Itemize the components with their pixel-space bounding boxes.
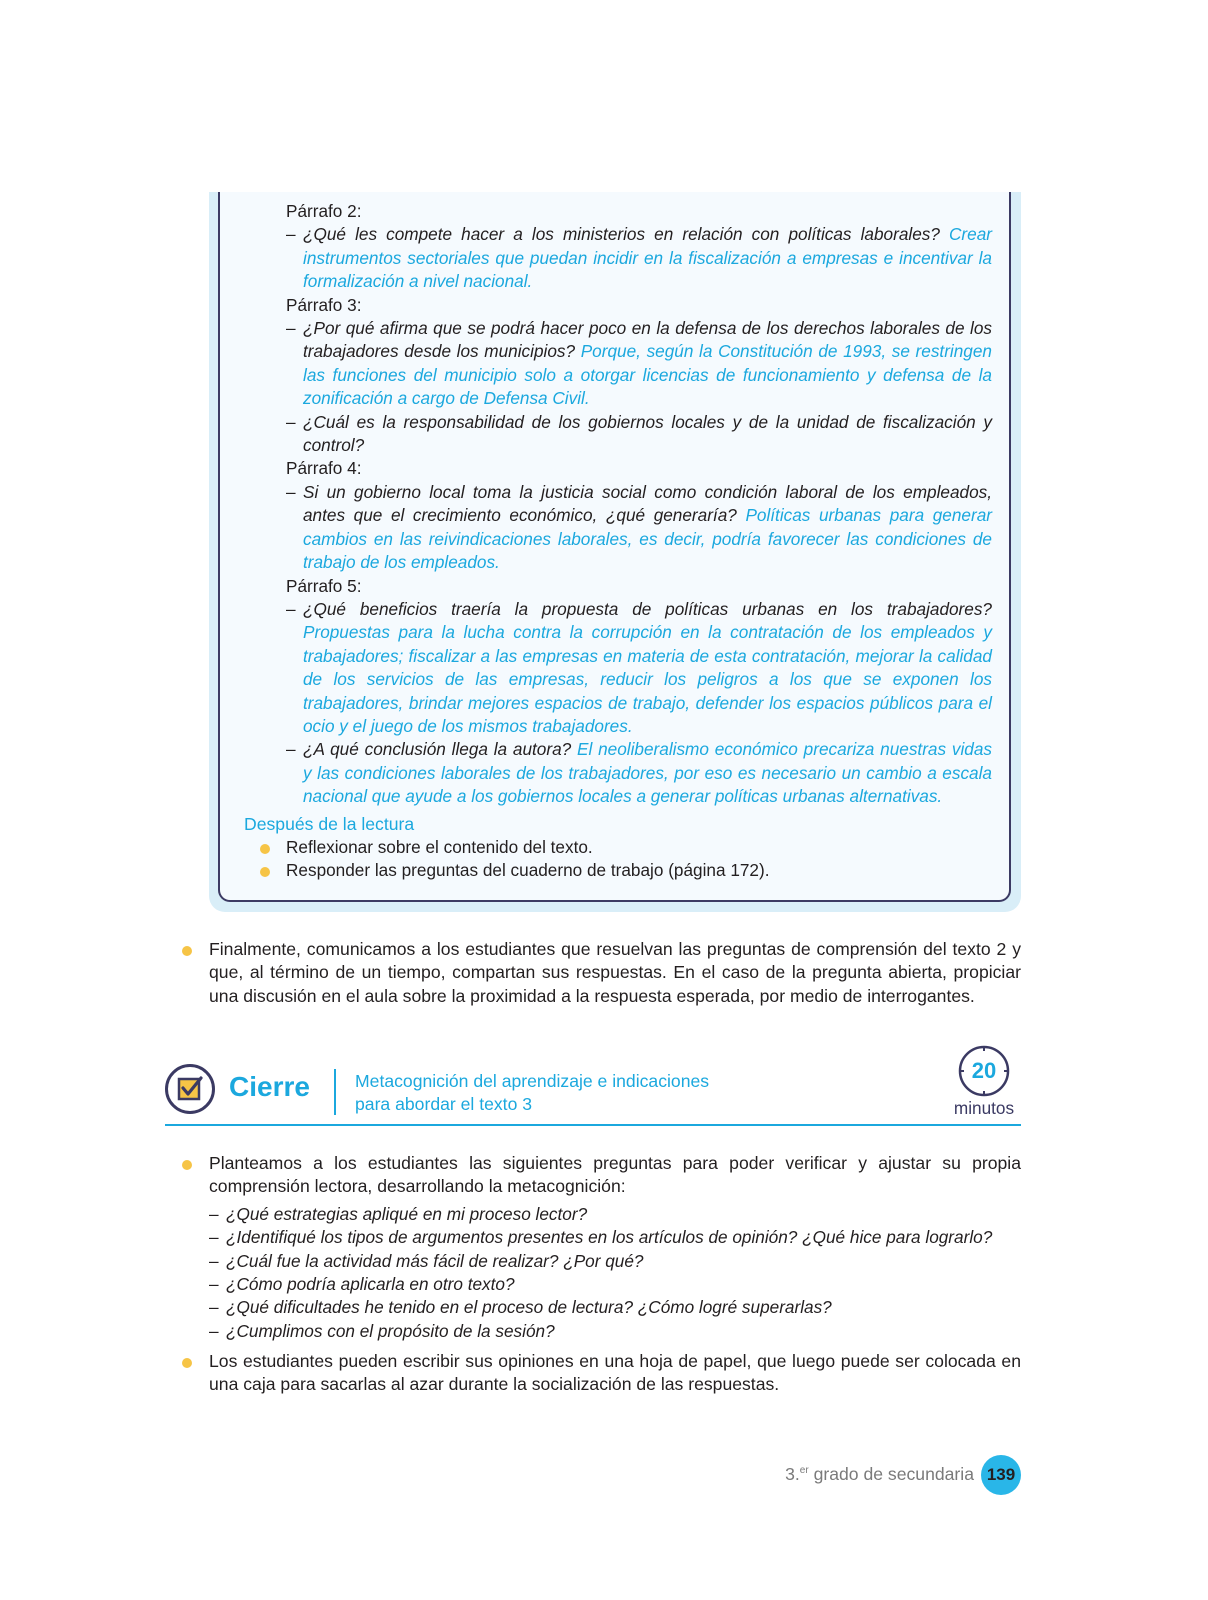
answer-text: Porque, según la Constitución de 1993, se restringen las funciones del municipio solo a otorgar licencias de funcionamiento y defensa de la zonificación a cargo de Defensa Civil. (303, 341, 992, 409)
timer-label: minutos (953, 1098, 1015, 1118)
section-title: Cierre (229, 1071, 310, 1102)
question-text: ¿Por qué afirma que se podrá hacer poco en la defensa de los derechos laborales de los trabajadores desde los municipios? (303, 318, 992, 362)
timer-value: 20 (971, 1058, 997, 1083)
list-item: – ¿Cumplimos con el propósito de la sesión? (209, 1320, 1021, 1343)
question-text: Si un gobierno local toma la justicia social como condición laboral de los empleados, antes que el crecimiento económico, ¿qué generaría? (303, 481, 992, 526)
checkbox-icon (165, 1064, 215, 1114)
grade-superscript: er (799, 1465, 809, 1477)
list-item-text: Responder las preguntas del cuaderno de trabajo (página 172). (286, 860, 770, 881)
bullet-icon (260, 844, 270, 854)
answer-text: Crear instrumentos sectoriales que puedan incidir en la fiscalización a empresas e incentivar la formalización a nivel nacional. (303, 224, 992, 292)
paragraph-heading: Párrafo 5: (286, 575, 362, 596)
question-item (244, 317, 992, 411)
answer-text: El neoliberalismo económico precariza nuestras vidas y las condiciones laborales de los trabajadores, por eso es necesario un cambio a escala nacional que ayude a los gobiernos locales a generar políticas urbanas alternativas. (303, 739, 992, 807)
final-instruction-text: Finalmente, comunicamos a los estudiantes que resuelvan las preguntas de comprensión del texto 2 y que, al término de un tiempo, compartan sus respuestas. En el caso de la pregunta abierta, propiciar una discusión en el aula sobre la proximidad a la respuesta esperada, por medio de interrogantes. (209, 939, 1021, 1006)
grade-text: grado de secundaria (808, 1464, 974, 1484)
grade-number: 3. (785, 1464, 800, 1484)
list-item: – ¿Cómo podría aplicarla en otro texto? (209, 1273, 1021, 1296)
answer-text: Políticas urbanas para generar cambios en las reivindicaciones laborales, es decir, podría favorecer las condiciones de trabajo de los empleados. (303, 505, 992, 573)
question-text: ¿Qué beneficios traería la propuesta de políticas urbanas en los trabajadores? (303, 598, 992, 619)
question-text: ¿Cuál es la responsabilidad de los gobiernos locales y de la unidad de fiscalización y control? (303, 411, 992, 456)
bullet-icon (260, 867, 270, 877)
bullet-icon (182, 1358, 192, 1368)
metacognition-instruction (209, 1152, 1021, 1343)
opinion-instruction (209, 1350, 1021, 1397)
question-item (244, 411, 992, 458)
section-subtitle-line: Metacognición del aprendizaje e indicaciones (355, 1071, 710, 1091)
paragraph-heading: Párrafo 3: (286, 294, 362, 315)
opinion-instruction-text: Los estudiantes pueden escribir sus opiniones en una hoja de papel, que luego puede ser colocada en una caja para sacarlas al azar durante la socialización de las respuestas. (209, 1351, 1021, 1395)
paragraph-heading: Párrafo 2: (286, 201, 362, 221)
list-item: – ¿Cuál fue la actividad más fácil de realizar? ¿Por qué? (209, 1250, 1021, 1273)
section-underline (165, 1124, 1021, 1126)
question-item (244, 738, 992, 808)
answer-text: Propuestas para la lucha contra la corrupción en la contratación de los empleados y trabajadores; fiscalizar a las empresas en materia de esta contratación, mejorar la calidad de los servicios de las empresas, reducir los peligros a los que se exponen los trabajadores, brindar mejores espacios de trabajo, defender los espacios públicos para el ocio y el juego de los mismos trabajadores. (303, 622, 992, 736)
question-item (244, 481, 992, 575)
bullet-icon (182, 1160, 192, 1170)
bullet-icon (182, 946, 192, 956)
list-item: – ¿Qué estrategias apliqué en mi proceso lector? (209, 1203, 1021, 1226)
section-subtitle (355, 1070, 775, 1117)
metacognition-text: Planteamos a los estudiantes las siguientes preguntas para poder verificar y ajustar su propia comprensión lectora, desarrollando la metacognición: (209, 1153, 1021, 1197)
list-item (244, 836, 992, 859)
grade-label (720, 1464, 974, 1485)
paragraph-heading: Párrafo 4: (286, 458, 362, 479)
after-reading-list (244, 836, 992, 883)
page-number: 139 (981, 1455, 1021, 1495)
list-item: – ¿Qué dificultades he tenido en el proceso de lectura? ¿Cómo logré superarlas? (209, 1296, 1021, 1319)
question-text: ¿A qué conclusión llega la autora? (303, 739, 572, 760)
after-reading-title: Después de la lectura (244, 813, 415, 834)
reading-questions-box (244, 200, 992, 883)
section-subtitle-line: para abordar el texto 3 (355, 1094, 533, 1115)
list-item: – ¿Identifiqué los tipos de argumentos presentes en los artículos de opinión? ¿Qué hice para lograrlo? (209, 1226, 1021, 1249)
list-item (244, 859, 992, 882)
final-instruction (209, 938, 1021, 1008)
section-divider (334, 1069, 336, 1115)
metacognition-questions (209, 1203, 1021, 1343)
question-item (244, 598, 992, 738)
list-item-text: Reflexionar sobre el contenido del texto. (286, 836, 593, 857)
question-item (244, 223, 992, 293)
question-text: ¿Qué les compete hacer a los ministerios en relación con políticas laborales? (303, 224, 940, 245)
